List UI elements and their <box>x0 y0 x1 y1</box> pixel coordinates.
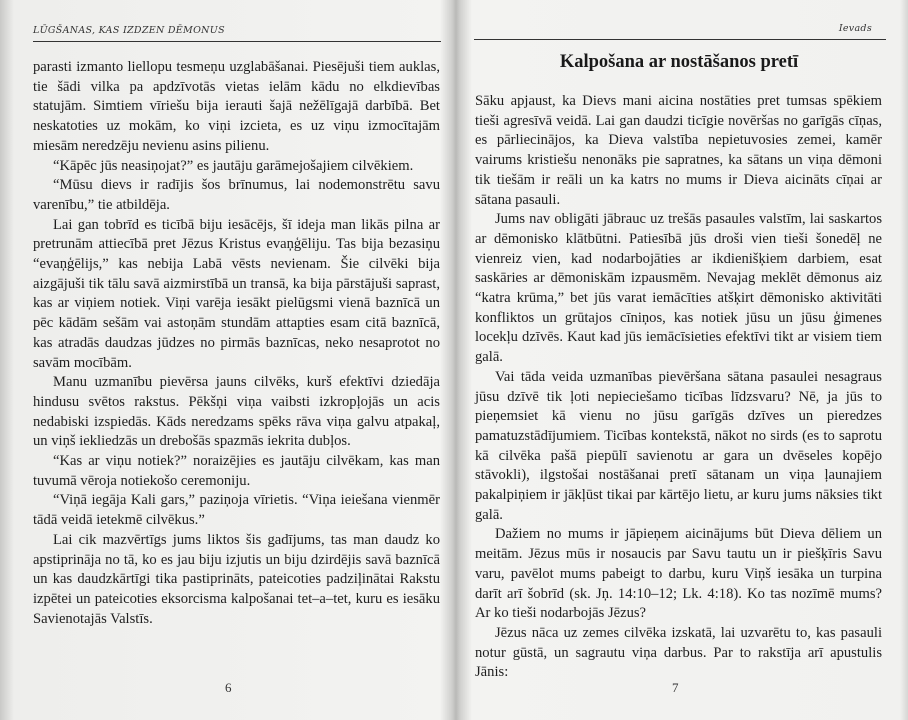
page-number-right: 7 <box>672 680 679 695</box>
right-page <box>458 0 908 720</box>
paragraph: Jums nav obligāti jābrauc uz trešās pasaules valstīm, lai saskartos ar dēmonisko klātbūtni. Patiesībā jūs droši vien tieši šonedēļ ne vienreiz vien, kad nodarbojāties ar ikdienišķiem darbiem, esat saskāries ar dēmoniskām izpausmēm. Nevajag meklēt dēmonus aiz “katra krūma,” bet jūs varat iemācīties atšķirt dēmonisko aktivitāti konfliktos un grūtajos cīniņos, kas notiek jūsu un jūsu ģimenes locekļu dzīvēs. Kaut kad jūs iemācīsieties efektīvi tikt ar visiem tiem galā. <box>475 211 882 366</box>
paragraph: parasti izmanto liellopu tesmeņu uzglabāšanai. Piesējuši tiem auklas, tie šādi vilka pa apdzīvotās vietas ielām kādu no elkdievības statujām. Simtiem vīriešu bija ierauti šajā nežēlīgajā darbībā. Bet neskatoties uz mokām, ko viņi izcieta, es uz viņu izmocītajām miesām neredzēju nevienu asins pilienu. <box>33 59 440 154</box>
header-rule-left <box>33 41 441 42</box>
paragraph: Jēzus nāca uz zemes cilvēka izskatā, lai uzvarētu to, kas pasauli notur gūstā, un sagrautu viņa darbus. Par to rakstīja arī apustulis Jānis: <box>475 624 882 681</box>
paragraph: Lai gan tobrīd es ticībā biju iesācējs, šī ideja man likās pilna ar pretrunām attiecībā pret Jēzus Kristus evaņģēliju. Tas bija bezasiņu “evaņģēlijs,” kas nebija Labā vēsts nevienam. Šie cilvēki bija aizgājuši tik tālu savā aizmirstībā un transā, ka bija pārstājuši saprast, kas ar viņiem notiek. Viņi varēja iesākt pielūgsmi vienā baznīcā un pēc kādām sešām vai astoņām stundām attapties esam citā baznīcā, kas atradās daudzas jūdzes no pirmās baznīcas, neko nesaprotot no savām mocībām. <box>33 216 440 371</box>
paragraph: Dažiem no mums ir jāpieņem aicinājums būt Dieva dēliem un meitām. Jēzus mūs ir nosaucis par Savu tautu un ir piešķīris Savu varu, pavēlot mums pabeigt to darbu, kuru Viņš iesāka un turpina darīt arī šobrīd (sk. Jņ. 14:10–12; Lk. 4:18). Ko tas nozīmē mums? Ar ko tieši nodarbojās Jēzus? <box>475 526 882 622</box>
paragraph: Lai cik mazvērtīgs jums liktos šis gadījums, tas man daudz ko apstiprināja no tā, ko es jau biju izjutis un biju dzirdējis savā baznīcā un kas daudzkārtīgi tika pastiprināts, pateicoties padziļinātai Rakstu izpētei un pateicoties eksorcisma kalpošanai tet–a–tet, kuru es iesāku Savienotajās Valstīs. <box>33 531 440 627</box>
running-head-left: LŪGŠANAS, KAS IZDZEN DĒMONUS <box>33 25 225 36</box>
paragraph: Vai tāda veida uzmanības pievēršana sātana pasaulei nesagraus jūsu dzīvē tik ļoti nepieciešamo ticības līdzsvaru? Nē, ja jūs to pieņemsiet kā vienu no jūsu garīgās dzīves un pieredzes pamatuzstādījumiem. Ticības kontekstā, nākot no sirds (es to saprotu kā cilvēka pašā piepūlī savienotu ar gara un dvēseles kopējo stāvokli), ilgstošai nostāšanai pretī sātanam un viņa ļaunajiem pakalpiņiem ir jākļūst tikai par kārtējo lietu, ar kuru jums nāksies tikt galā. <box>475 368 882 523</box>
right-page-body <box>475 92 882 683</box>
page-number-left: 6 <box>225 680 232 695</box>
paragraph: “Viņā iegāja Kali gars,” paziņoja vīrietis. “Viņa ieiešana vienmēr tādā veidā ietekmē cilvēkus.” <box>33 492 440 529</box>
running-head-right: Ievads <box>838 23 872 34</box>
header-rule-right <box>474 39 886 40</box>
paragraph: “Mūsu dievs ir radījis šos brīnumus, lai nodemonstrētu savu varenību,” tie atbildēja. <box>33 177 440 213</box>
paragraph: Sāku apjaust, ka Dievs mani aicina nostāties pret tumsas spēkiem tieši agresīvā veidā. Lai gan daudzi ticīgie novēršas no garīgās cīņas, es pārliecinājos, ka Dieva valstība nepietuvosies zemei, kamēr vairums kristiešu nenonāks pie sapratnes, ka sātans un viņa dēmoni tik tiešām ir reāli un ka katrs no mums ir Dieva aicināts cīņai ar sātana pasauli. <box>475 93 882 208</box>
paragraph: “Kāpēc jūs neasiņojat?” es jautāju garāmejošajiem cilvēkiem. <box>53 157 414 174</box>
paragraph: “Kas ar viņu notiek?” noraizējies es jautāju cilvēkam, kas man tuvumā vēroja notiekošo ceremoniju. <box>33 453 440 489</box>
left-page-body <box>33 58 440 629</box>
chapter-title: Kalpošana ar nostāšanos pretī <box>559 52 799 72</box>
paragraph: Manu uzmanību pievērsa jauns cilvēks, kurš efektīvi dziedāja hindusu svētos rakstus. Pēkšņi viņa vaibsti izkropļojās un acis nedabiski izspiedās. Kāds neredzams spēks rāva viņa galvu atpakaļ, un viņš iekliedzās un drebošās spazmās iekrita dubļos. <box>33 374 440 450</box>
